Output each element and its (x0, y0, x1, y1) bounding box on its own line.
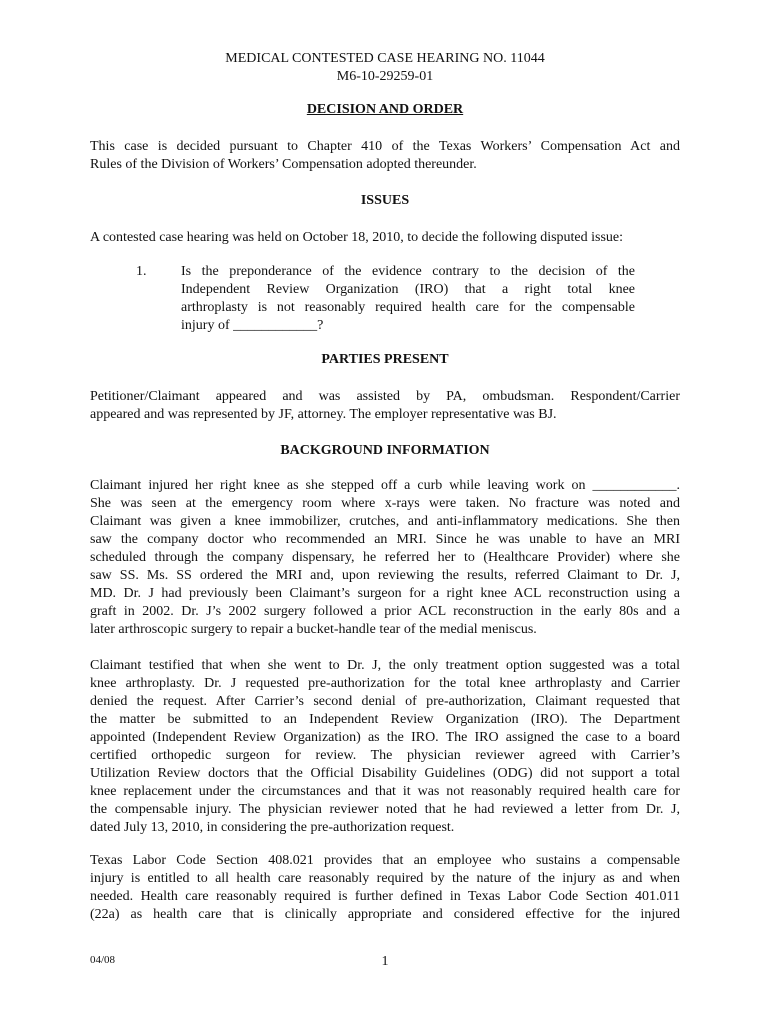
background-line: saw SS. Ms. SS ordered the MRI and, upon reviewing the results, referred Claimant to Dr. J, (90, 568, 680, 583)
parties-line: appeared and was represented by JF, attorney. The employer representative was BJ. (90, 407, 557, 422)
intro-line: Rules of the Division of Workers’ Compensation adopted thereunder. (90, 157, 477, 172)
form-date: 04/08 (90, 954, 116, 966)
background-line: Utilization Review doctors that the Official Disability Guidelines (ODG) did not support a total (90, 766, 680, 781)
parties-line: Petitioner/Claimant appeared and was assisted by PA, ombudsman. Respondent/Carrier (90, 389, 680, 404)
background-line: certified orthopedic surgeon for review. The physician reviewer agreed with Carrier’s (90, 748, 680, 763)
background-line: injury is entitled to all health care reasonably required by the nature of the injury as and when (90, 871, 680, 886)
background-line: needed. Health care reasonably required is further defined in Texas Labor Code Section 401.011 (90, 889, 680, 904)
background-line: dated July 13, 2010, in considering the pre-authorization request. (90, 820, 455, 835)
issue-number: 1. (136, 264, 147, 279)
page-number: 1 (381, 954, 389, 969)
background-line: appointed (Independent Review Organization) as the IRO. The IRO assigned the case to a board (90, 730, 680, 745)
issues-heading: ISSUES (360, 193, 410, 208)
background-line: She was seen at the emergency room where x-rays were taken. No fracture was noted and (90, 496, 680, 511)
issue-line: Independent Review Organization (IRO) that a right total knee (181, 282, 635, 297)
parties-heading: PARTIES PRESENT (321, 352, 449, 367)
background-line: later arthroscopic surgery to repair a bucket-handle tear of the medial meniscus. (90, 622, 537, 637)
intro-paragraph (90, 138, 680, 174)
background-line: knee replacement under the circumstances and that it was not reasonably required health care for (90, 784, 680, 799)
issues-lead (90, 229, 680, 247)
background-paragraph-1 (90, 477, 680, 639)
background-line: Claimant was given a knee immobilizer, crutches, and anti-inflammatory medications. She then (90, 514, 680, 529)
background-line: MD. Dr. J had previously been Claimant’s surgeon for a right knee ACL reconstruction using a (90, 586, 680, 601)
issue-line: injury of ____________? (181, 318, 324, 333)
background-line: the matter be submitted to an Independent Review Organization (IRO). The Department (90, 712, 680, 727)
issue-line: arthroplasty is not reasonably required health care for the compensable (181, 300, 635, 315)
background-line: (22a) as health care that is clinically appropriate and considered effective for the injured (90, 907, 680, 922)
issue-item (181, 263, 635, 335)
case-number: MEDICAL CONTESTED CASE HEARING NO. 11044 (225, 51, 545, 66)
background-line: knee arthroplasty. Dr. J requested pre-authorization for the total knee arthroplasty and Carrier (90, 676, 680, 691)
docket-number: M6-10-29259-01 (336, 69, 434, 84)
document-title: DECISION AND ORDER (306, 102, 464, 117)
issues-lead-line: A contested case hearing was held on October 18, 2010, to decide the following disputed issue: (90, 230, 624, 245)
background-line: the compensable injury. The physician reviewer noted that he had reviewed a letter from Dr. J, (90, 802, 680, 817)
background-line: Claimant testified that when she went to Dr. J, the only treatment option suggested was a total (90, 658, 680, 673)
background-heading: BACKGROUND INFORMATION (280, 443, 490, 458)
background-line: saw the company doctor who recommended an MRI. Since he was unable to have an MRI (90, 532, 680, 547)
background-line: denied the request. After Carrier’s second denial of pre-authorization, Claimant requested that (90, 694, 680, 709)
background-paragraph-3 (90, 852, 680, 924)
background-line: Claimant injured her right knee as she stepped off a curb while leaving work on ____________. (90, 478, 680, 493)
background-line: Texas Labor Code Section 408.021 provides that an employee who sustains a compensable (90, 853, 680, 868)
background-paragraph-2 (90, 657, 680, 837)
parties-paragraph (90, 388, 680, 424)
background-line: graft in 2002. Dr. J’s 2002 surgery followed a prior ACL reconstruction in the early 80s and a (90, 604, 680, 619)
background-line: scheduled through the company dispensary, he referred her to (Healthcare Provider) where she (90, 550, 680, 565)
issue-line: Is the preponderance of the evidence contrary to the decision of the (181, 264, 635, 279)
intro-line: This case is decided pursuant to Chapter 410 of the Texas Workers’ Compensation Act and (90, 139, 680, 154)
